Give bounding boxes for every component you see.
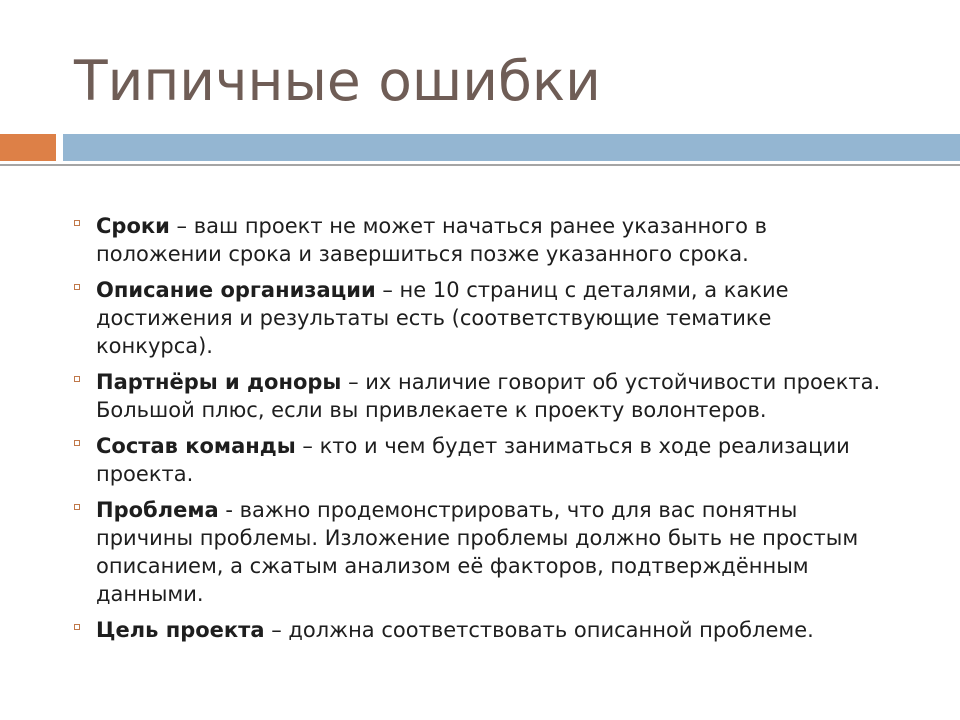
- item-text: – их наличие говорит об устойчивости проекта. Большой плюс, если вы привлекаете к проекту волонтеров.: [96, 370, 881, 422]
- square-bullet-icon: [74, 220, 80, 226]
- item-text: – должна соответствовать описанной проблеме.: [264, 618, 814, 642]
- accent-bar-left: [0, 134, 56, 161]
- square-bullet-icon: [74, 284, 80, 290]
- item-text: - важно продемонстрировать, что для вас понятны причины проблемы. Изложение проблемы должно быть не простым описанием, а сжатым анализом её факторов, подтверждённым данными.: [96, 498, 859, 606]
- slide-title: Типичные ошибки: [74, 49, 601, 113]
- square-bullet-icon: [74, 376, 80, 382]
- square-bullet-icon: [74, 440, 80, 446]
- list-item: [74, 616, 894, 644]
- bullet-list: [74, 212, 894, 652]
- square-bullet-icon: [74, 624, 80, 630]
- item-text: – кто и чем будет заниматься в ходе реализации проекта.: [96, 434, 850, 486]
- item-term: Цель проекта: [96, 618, 265, 642]
- item-term: Партнёры и доноры: [96, 370, 342, 394]
- item-term: Состав команды: [96, 434, 296, 458]
- item-text: – не 10 страниц с деталями, а какие достижения и результаты есть (соответствующие тематике конкурса).: [96, 278, 789, 358]
- item-text: – ваш проект не может начаться ранее указанного в положении срока и завершиться позже указанного срока.: [96, 214, 768, 266]
- list-item: [74, 368, 894, 424]
- item-term: Проблема: [96, 498, 219, 522]
- list-item: [74, 432, 894, 488]
- accent-bar-right: [63, 134, 960, 161]
- list-item: [74, 212, 894, 268]
- item-term: Описание организации: [96, 278, 376, 302]
- item-term: Сроки: [96, 214, 170, 238]
- square-bullet-icon: [74, 504, 80, 510]
- list-item: [74, 496, 894, 608]
- list-item: [74, 276, 894, 360]
- divider-line: [0, 164, 960, 166]
